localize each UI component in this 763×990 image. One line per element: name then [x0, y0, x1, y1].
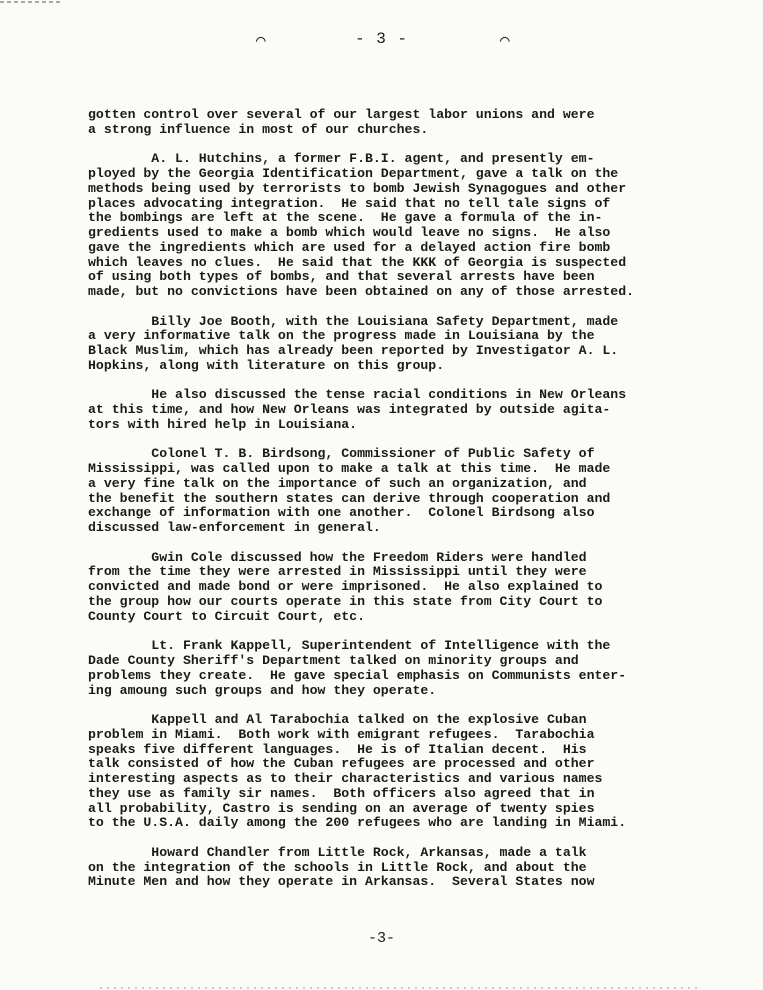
text-line: places advocating integration. He said that no tell tale signs of: [88, 195, 611, 211]
paragraph: [88, 152, 713, 300]
text-line: a very informative talk on the progress made in Louisiana by the: [88, 328, 595, 344]
text-line: Dade County Sheriff's Department talked on minority groups and: [88, 653, 579, 669]
text-line: made, but no convictions have been obtained on any of those arrested.: [88, 284, 635, 300]
text-line: ing amoung such groups and how they operate.: [88, 682, 437, 698]
text-line: speaks five different languages. He is of Italian decent. His: [88, 741, 587, 757]
text-line: Kappell and Al Tarabochia talked on the explosive Cuban: [88, 712, 587, 728]
text-line: the bombings are left at the scene. He gave a formula of the in-: [88, 210, 603, 226]
text-line: gredients used to make a bomb which would leave no signs. He also: [88, 225, 611, 241]
text-line: He also discussed the tense racial conditions in New Orleans: [88, 387, 627, 403]
text-line: Colonel T. B. Birdsong, Commissioner of Public Safety of: [88, 446, 595, 462]
paragraph: [88, 639, 713, 698]
text-line: on the integration of the schools in Little Rock, and about the: [88, 859, 587, 875]
bottom-edge-dashes: [0, 986, 763, 990]
page-number-top: - 3 -: [354, 30, 408, 48]
paragraph: [88, 388, 713, 432]
text-line: problem in Miami. Both work with emigrant refugees. Tarabochia: [88, 726, 595, 742]
text-line: Black Muslim, which has already been reported by Investigator A. L.: [88, 343, 619, 359]
text-line: from the time they were arrested in Mississippi until they were: [88, 564, 587, 580]
text-line: talk consisted of how the Cuban refugees are processed and other: [88, 756, 595, 772]
text-line: Hopkins, along with literature on this group.: [88, 357, 445, 373]
text-line: Billy Joe Booth, with the Louisiana Safety Department, made: [88, 313, 619, 329]
text-line: County Court to Circuit Court, etc.: [88, 608, 365, 624]
paragraph: [88, 713, 713, 831]
text-line: exchange of information with one another. Colonel Birdsong also: [88, 505, 595, 521]
text-line: they use as family sir names. Both officers also agreed that in: [88, 785, 595, 801]
text-line: a strong influence in most of our churches.: [88, 121, 429, 137]
handwritten-mark-right: ⌒: [500, 32, 510, 50]
text-line: interesting aspects as to their characteristics and various names: [88, 771, 603, 787]
paragraph: [88, 846, 713, 890]
text-line: which leaves no clues. He said that the KKK of Georgia is suspected: [88, 254, 627, 270]
text-line: A. L. Hutchins, a former F.B.I. agent, and presently em-: [88, 151, 595, 167]
text-line: at this time, and how New Orleans was integrated by outside agita-: [88, 402, 611, 418]
top-edge-dashes: [0, 0, 763, 8]
text-line: ployed by the Georgia Identification Department, gave a talk on the: [88, 166, 619, 182]
text-line: of using both types of bombs, and that several arrests have been: [88, 269, 595, 285]
text-line: Minute Men and how they operate in Arkansas. Several States now: [88, 874, 595, 890]
page-number-bottom: -3-: [367, 930, 395, 947]
text-line: the benefit the southern states can derive through cooperation and: [88, 490, 611, 506]
text-line: all probability, Castro is sending on an average of twenty spies: [88, 800, 595, 816]
text-line: Howard Chandler from Little Rock, Arkansas, made a talk: [88, 844, 587, 860]
text-line: to the U.S.A. daily among the 200 refugees who are landing in Miami.: [88, 815, 627, 831]
text-line: problems they create. He gave special emphasis on Communists enter-: [88, 667, 627, 683]
text-line: the group how our courts operate in this state from City Court to: [88, 593, 603, 609]
handwritten-mark-left: ⌒: [256, 32, 266, 50]
text-line: Gwin Cole discussed how the Freedom Riders were handled: [88, 549, 587, 565]
text-line: methods being used by terrorists to bomb Jewish Synagogues and other: [88, 180, 627, 196]
text-line: gotten control over several of our largest labor unions and were: [88, 107, 595, 122]
text-line: a very fine talk on the importance of such an organization, and: [88, 475, 587, 491]
paragraph: [88, 315, 713, 374]
text-line: gave the ingredients which are used for a delayed action fire bomb: [88, 239, 611, 255]
text-line: Lt. Frank Kappell, Superintendent of Intelligence with the: [88, 638, 611, 654]
document-body: [88, 108, 713, 905]
text-line: Mississippi, was called upon to make a talk at this time. He made: [88, 461, 611, 477]
paragraph: [88, 447, 713, 536]
paragraph: [88, 551, 713, 625]
paragraph: [88, 108, 713, 138]
text-line: convicted and made bond or were imprisoned. He also explained to: [88, 579, 603, 595]
text-line: discussed law-enforcement in general.: [88, 520, 381, 536]
text-line: tors with hired help in Louisiana.: [88, 416, 358, 432]
